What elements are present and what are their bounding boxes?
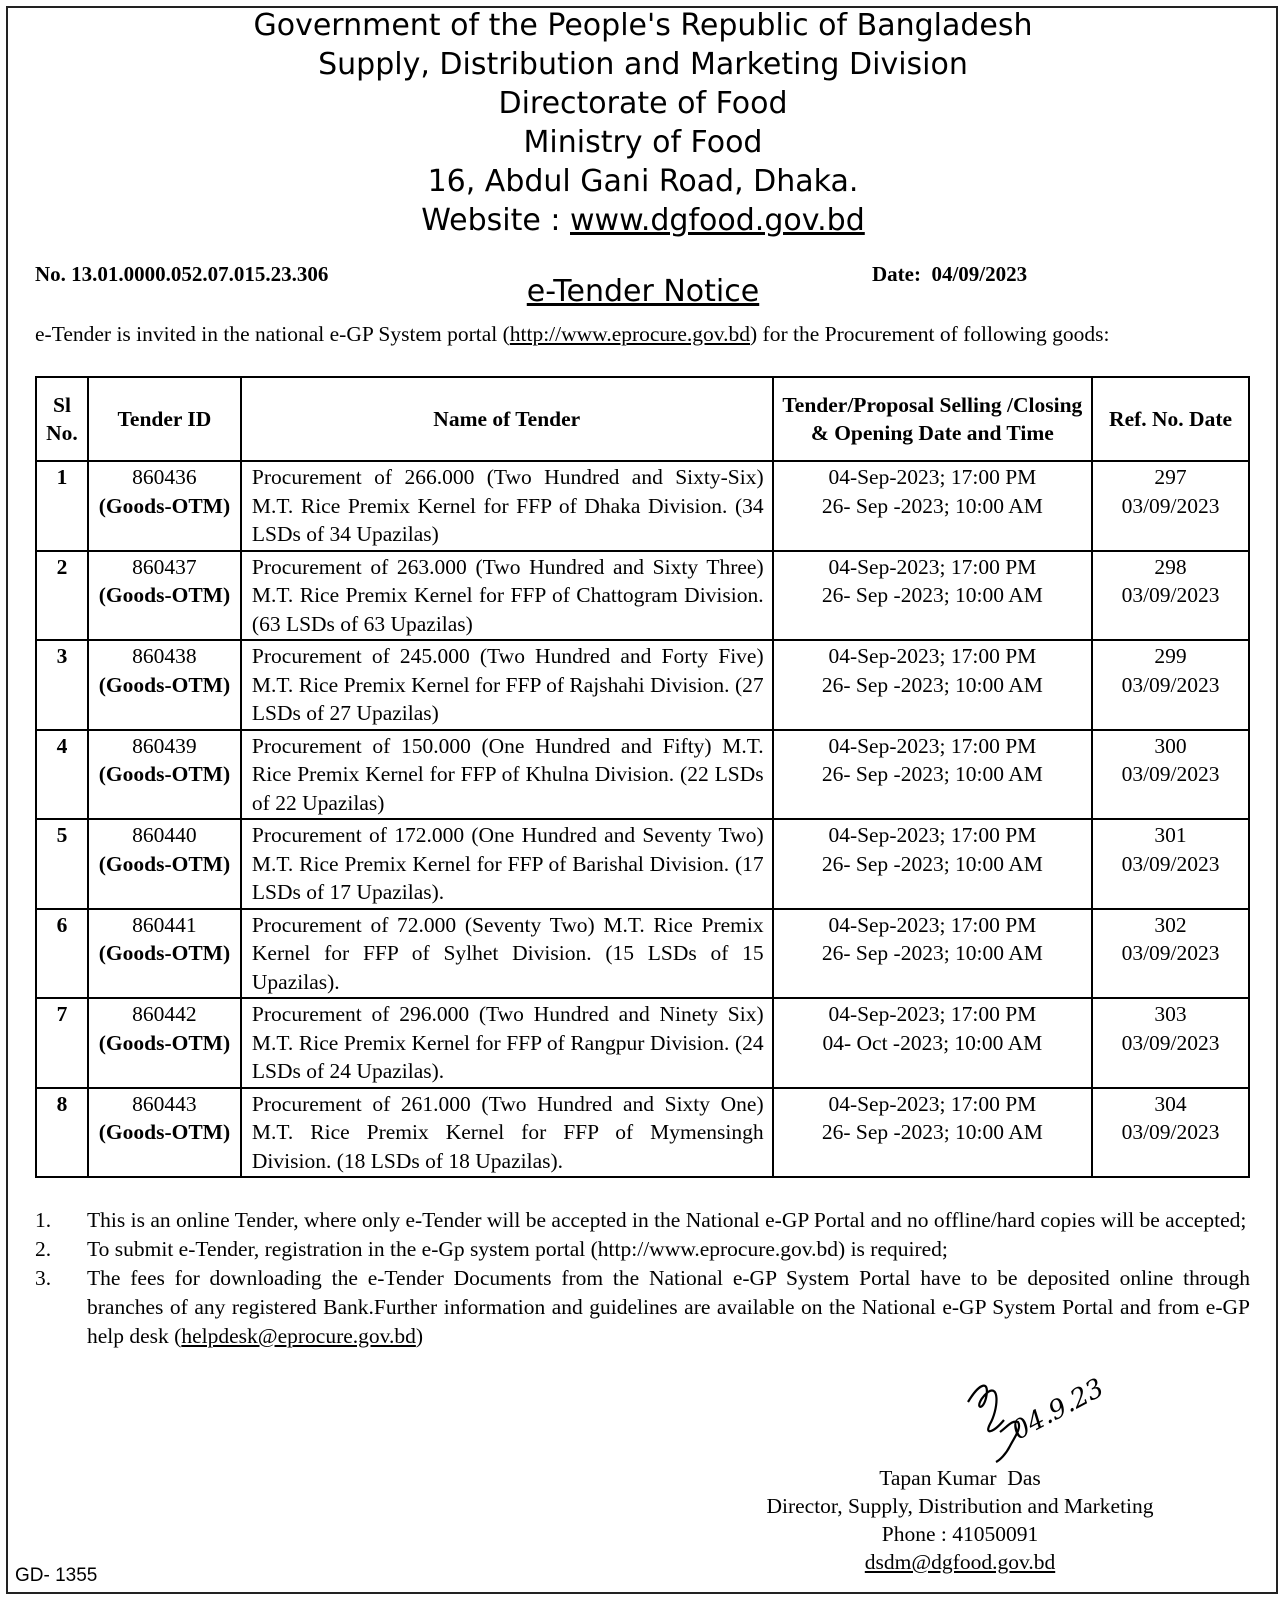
header-division: Supply, Distribution and Marketing Division	[318, 47, 968, 82]
row-tender-name: Procurement of 296.000 (Two Hundred and Ninety Six) M.T. Rice Premix Kernel for FFP of Rangpur Division. (24 LSDs of 24 Upazilas).	[241, 998, 773, 1088]
website-label: Website :	[421, 203, 561, 238]
row-sl: 4	[36, 730, 88, 820]
ref-number: 301	[1154, 823, 1187, 847]
tender-type: (Goods-OTM)	[98, 1030, 231, 1055]
tender-type: (Goods-OTM)	[98, 762, 231, 786]
selling-date: 04-Sep-2023; 17:00 PM	[828, 1002, 1037, 1026]
tender-type: (Goods-OTM)	[98, 1120, 231, 1144]
helpdesk-email[interactable]: helpdesk@eprocure.gov.bd	[181, 1324, 416, 1348]
footer-code: GD- 1355	[15, 1565, 98, 1586]
tender-id-number: 860440	[132, 823, 197, 847]
ref-number: 300	[1154, 733, 1187, 758]
tender-id-number: 860436	[132, 465, 197, 489]
selling-date: 04-Sep-2023; 17:00 PM	[828, 554, 1037, 579]
tender-table	[35, 376, 1250, 1178]
notes-list	[35, 1206, 1250, 1351]
selling-date: 04-Sep-2023; 17:00 PM	[828, 644, 1037, 668]
row-tender-id	[88, 640, 241, 730]
col-header-dates: Tender/Proposal Selling /Closing & Opening Date and Time	[773, 377, 1092, 461]
ref-number: 304	[1154, 1091, 1187, 1116]
row-dates	[773, 819, 1092, 909]
tender-type: (Goods-OTM)	[98, 672, 231, 697]
row-tender-id	[88, 551, 241, 641]
table-row	[36, 730, 1249, 820]
note-3: 3. The fees for downloading the e-Tender Documents from the National e-GP System Portal have to be deposited online through branches of any registered Bank.Further information and guidelines are available on the National e-GP System Portal and from e-GP help desk (helpdesk@eprocure.gov.bd)	[35, 1266, 1250, 1348]
closing-date: 04- Oct -2023; 10:00 AM	[822, 1030, 1043, 1055]
tender-type: (Goods-OTM)	[98, 941, 231, 965]
row-tender-id	[88, 819, 241, 909]
tender-id-number: 860441	[132, 912, 197, 937]
row-ref	[1092, 998, 1249, 1088]
closing-date: 26- Sep -2023; 10:00 AM	[821, 1120, 1043, 1144]
col-header-name: Name of Tender	[241, 377, 773, 461]
row-sl: 1	[36, 461, 88, 551]
row-sl: 8	[36, 1088, 88, 1178]
ref-date: 03/09/2023	[1121, 1120, 1220, 1144]
tender-id-number: 860443	[132, 1091, 197, 1116]
selling-date: 04-Sep-2023; 17:00 PM	[828, 733, 1037, 758]
closing-date: 26- Sep -2023; 10:00 AM	[821, 941, 1043, 965]
row-sl: 2	[36, 551, 88, 641]
selling-date: 04-Sep-2023; 17:00 PM	[828, 823, 1037, 847]
row-tender-name: Procurement of 72.000 (Seventy Two) M.T. Rice Premix Kernel for FFP of Sylhet Division. (15 LSDs of 15 Upazilas).	[241, 909, 773, 999]
row-ref	[1092, 551, 1249, 641]
tender-type: (Goods-OTM)	[98, 583, 231, 607]
tender-id-number: 860442	[132, 1002, 197, 1026]
closing-date: 26- Sep -2023; 10:00 AM	[821, 493, 1043, 518]
table-row	[36, 551, 1249, 641]
ref-date: 03/09/2023	[1121, 851, 1220, 876]
row-tender-name: Procurement of 263.000 (Two Hundred and Sixty Three) M.T. Rice Premix Kernel for FFP of Chattogram Division. (63 LSDs of 63 Upazilas)	[241, 551, 773, 641]
ref-date: 03/09/2023	[1121, 1030, 1220, 1055]
table-row	[36, 1088, 1249, 1178]
handwritten-signature	[960, 1362, 1109, 1472]
tender-type: (Goods-OTM)	[98, 851, 231, 876]
header-government: Government of the People's Republic of Bangladesh	[253, 8, 1033, 43]
row-dates	[773, 551, 1092, 641]
row-ref	[1092, 640, 1249, 730]
row-tender-name: Procurement of 261.000 (Two Hundred and Sixty One) M.T. Rice Premix Kernel for FFP of Mymensingh Division. (18 LSDs of 18 Upazilas).	[241, 1088, 773, 1178]
row-tender-name: Procurement of 266.000 (Two Hundred and Sixty-Six) M.T. Rice Premix Kernel for FFP of Dhaka Division. (34 LSDs of 34 Upazilas)	[241, 461, 773, 551]
ref-date: 03/09/2023	[1121, 672, 1220, 697]
tender-id-number: 860439	[132, 733, 197, 758]
ref-number: 298	[1154, 554, 1187, 579]
row-tender-id	[88, 461, 241, 551]
row-tender-name: Procurement of 245.000 (Two Hundred and Forty Five) M.T. Rice Premix Kernel for FFP of Rajshahi Division. (27 LSDs of 27 Upazilas)	[241, 640, 773, 730]
header-address: 16, Abdul Gani Road, Dhaka.	[427, 164, 859, 199]
closing-date: 26- Sep -2023; 10:00 AM	[821, 762, 1043, 786]
col-header-tender-id: Tender ID	[88, 377, 241, 461]
closing-date: 26- Sep -2023; 10:00 AM	[821, 851, 1043, 876]
col-header-sl: Sl No.	[36, 377, 88, 461]
row-sl: 5	[36, 819, 88, 909]
header-website	[0, 201, 1286, 240]
row-tender-id	[88, 909, 241, 999]
row-dates	[773, 640, 1092, 730]
table-row	[36, 819, 1249, 909]
signatory-name: Tapan Kumar Das	[879, 1466, 1041, 1490]
signatory-phone: Phone : 41050091	[881, 1522, 1039, 1546]
notice-title: e-Tender Notice	[526, 274, 760, 309]
website-link[interactable]: www.dgfood.gov.bd	[570, 203, 865, 238]
header-ministry: Ministry of Food	[523, 125, 763, 160]
row-sl: 3	[36, 640, 88, 730]
signatory-designation: Director, Supply, Distribution and Marketing	[766, 1494, 1154, 1518]
row-ref	[1092, 909, 1249, 999]
row-dates	[773, 909, 1092, 999]
row-tender-name: Procurement of 172.000 (One Hundred and Seventy Two) M.T. Rice Premix Kernel for FFP of Barishal Division. (17 LSDs of 17 Upazilas).	[241, 819, 773, 909]
col-header-ref: Ref. No. Date	[1092, 377, 1249, 461]
table-row	[36, 640, 1249, 730]
ref-date: 03/09/2023	[1121, 941, 1220, 965]
closing-date: 26- Sep -2023; 10:00 AM	[821, 672, 1043, 697]
row-dates	[773, 461, 1092, 551]
memo-date: Date: 04/09/2023	[872, 262, 1028, 286]
ref-date: 03/09/2023	[1121, 583, 1220, 607]
ref-number: 303	[1154, 1002, 1187, 1026]
tender-id-number: 860438	[132, 644, 197, 668]
tender-type: (Goods-OTM)	[98, 493, 231, 518]
eprocure-link[interactable]: http://www.eprocure.gov.bd	[509, 322, 750, 346]
selling-date: 04-Sep-2023; 17:00 PM	[828, 912, 1037, 937]
row-tender-id	[88, 1088, 241, 1178]
ref-number: 299	[1154, 644, 1187, 668]
signatory-block	[700, 1464, 1220, 1576]
table-row	[36, 909, 1249, 999]
closing-date: 26- Sep -2023; 10:00 AM	[821, 583, 1043, 607]
row-tender-id	[88, 730, 241, 820]
ref-date: 03/09/2023	[1121, 493, 1220, 518]
signatory-email[interactable]: dsdm@dgfood.gov.bd	[864, 1550, 1056, 1574]
table-row	[36, 461, 1249, 551]
row-dates	[773, 730, 1092, 820]
row-dates	[773, 998, 1092, 1088]
row-ref	[1092, 730, 1249, 820]
note-1: 1. This is an online Tender, where only e-Tender will be accepted in the National e-GP Portal and no offline/hard copies will be accepted;	[35, 1208, 1247, 1232]
header-directorate: Directorate of Food	[498, 86, 788, 121]
ref-number: 302	[1154, 912, 1187, 937]
intro-paragraph: e-Tender is invited in the national e-GP System portal (http://www.eprocure.gov.bd) for the Procurement of following goods:	[35, 322, 1110, 346]
ref-number: 297	[1154, 465, 1187, 489]
row-tender-name: Procurement of 150.000 (One Hundred and Fifty) M.T. Rice Premix Kernel for FFP of Khulna Division. (22 LSDs of 22 Upazilas)	[241, 730, 773, 820]
row-sl: 6	[36, 909, 88, 999]
row-sl: 7	[36, 998, 88, 1088]
row-ref	[1092, 461, 1249, 551]
memo-number: No. 13.01.0000.052.07.015.23.306	[35, 262, 329, 286]
table-row	[36, 998, 1249, 1088]
row-ref	[1092, 819, 1249, 909]
selling-date: 04-Sep-2023; 17:00 PM	[828, 1091, 1037, 1116]
signature-date: 04.9.23	[1007, 1373, 1109, 1447]
tender-id-number: 860437	[132, 554, 197, 579]
ref-date: 03/09/2023	[1121, 762, 1220, 786]
selling-date: 04-Sep-2023; 17:00 PM	[828, 465, 1037, 489]
row-dates	[773, 1088, 1092, 1178]
row-ref	[1092, 1088, 1249, 1178]
note-2: 2. To submit e-Tender, registration in the e-Gp system portal (http://www.eprocure.gov.bd) is required;	[35, 1237, 948, 1261]
row-tender-id	[88, 998, 241, 1088]
